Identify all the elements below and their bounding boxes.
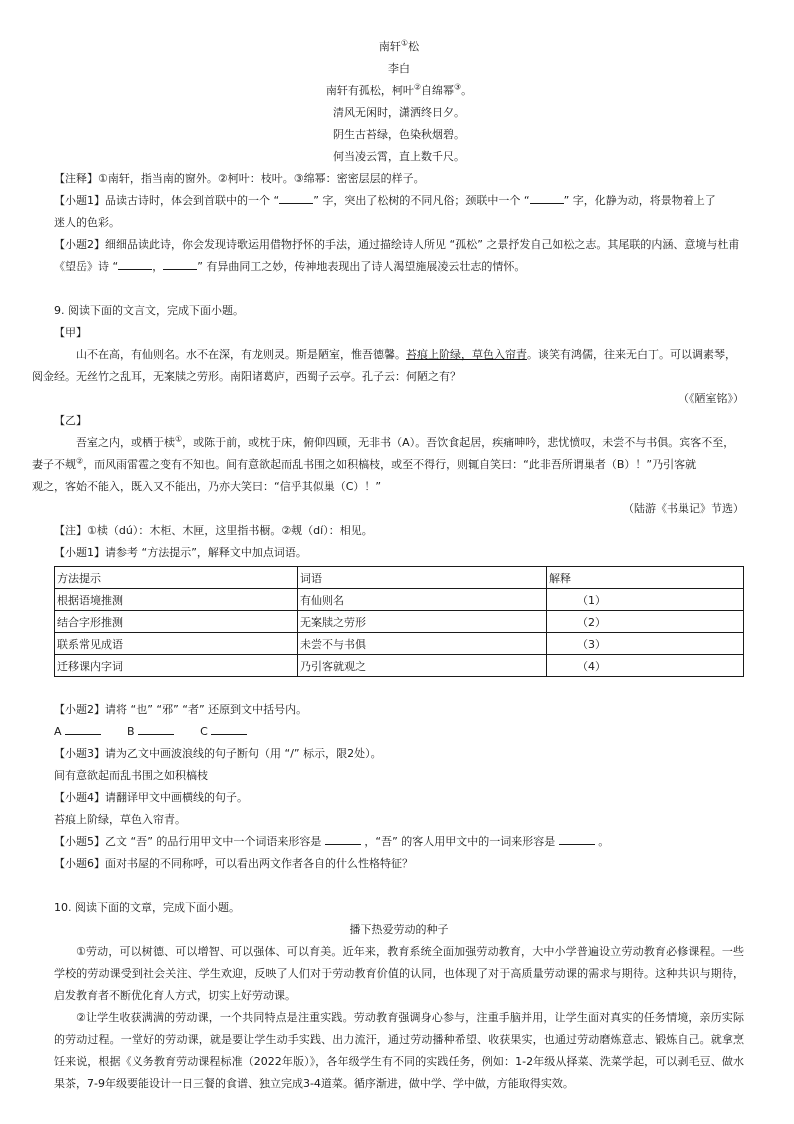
poem-question-2: 【小题2】细细品读此诗，你会发现诗歌运用借物抒怀的手法，通过描绘诗人所见 “孤松” 之景抒发自己如松之志。其尾联的内涵、意境与杜甫 《望岳》诗 “ ， ” 有异曲同工之妙，传神地表现出了诗人渴望施展凌云壮志的情怀。 [54, 238, 740, 273]
answer-blank[interactable] [163, 257, 197, 270]
poem-title: 南轩①松 [378, 38, 420, 53]
poem-line: 南轩有孤松，柯叶②自绵幂③。 [325, 82, 473, 97]
q9-yi-label: 【乙】 [54, 414, 87, 427]
table-header-row [55, 567, 744, 589]
answer-blank[interactable] [530, 191, 564, 204]
q10-paragraph-1: ①劳动，可以树德、可以增智、可以强体、可以育美。近年来，教育系统全面加强劳动教育，大中小学普遍设立劳动教育必修课程。一些学校的劳动课受到社会关注、学生欢迎，反映了人们对于劳动教育价值的认同，也体现了对于高质量劳动课的需求与期待。这种共识与期待，启发教育者不断优化育人方式，切实上好劳动课。 [54, 945, 744, 1002]
table-row [55, 611, 744, 633]
poem-note: 【注释】①南轩，指当南的窗外。②柯叶：枝叶。③绵幂：密密层层的样子。 [54, 172, 425, 185]
table-cell: 根据语境推测 [55, 589, 298, 611]
answer-blank[interactable] [279, 191, 313, 204]
answer-blank-a[interactable] [65, 722, 101, 735]
table-cell: 未尝不与书俱 [298, 633, 547, 655]
table-cell: （3） [547, 633, 744, 655]
table-cell: 迁移课内字词 [55, 655, 298, 677]
table-cell: 联系常见成语 [55, 633, 298, 655]
q9-subquestion-4-text: 苔痕上阶绿，草色入帘青。 [54, 813, 186, 826]
poem-question-1: 【小题1】品读古诗时，体会到首联中的一个 “ ” 字，突出了松树的不同凡俗；颈联中一个 “ ” 字，化静为动，将景物着上了 迷人的色彩。 [54, 190, 744, 234]
poem-line: 阴生古苔绿，色染秋烟碧。 [333, 128, 465, 141]
table-header: 解释 [547, 567, 744, 589]
q9-subquestion-2: 【小题2】请将 “也” “邪” “者” 还原到文中括号内。 [54, 703, 308, 716]
q9-subquestion-3-text: 间有意欲起而乱书围之如积槁枝 [54, 769, 208, 782]
table-header: 方法提示 [55, 567, 298, 589]
table-cell: 结合字形推测 [55, 611, 298, 633]
exam-page [32, 36, 744, 1095]
table-cell: 有仙则名 [298, 589, 547, 611]
q9-jia-source: （《陋室铭》） [678, 392, 744, 405]
q9-jia-label: 【甲】 [54, 326, 87, 339]
q10-paragraph-2: ②让学生收获满满的劳动课，一个共同特点是注重实践。劳动教育强调身心参与，注重手脑并用，让学生面对真实的任务情境，亲历实际的劳动过程。一堂好的劳动课，就是要让学生动手实践、出力流汗，通过劳动播种希望、收获果实，也通过劳动磨炼意志、锻炼自己。就拿烹饪来说，根据《义务教育劳动课程标准（2022年版）》，各年级学生有不同的实践任务，例如：1-2年级从择菜、洗菜学起，可以剥毛豆、做水果茶，7-9年级要能设计一日三餐的食谱、独立完成3-4道菜。循序渐进，做中学、学中做，方能取得实效。 [54, 1011, 744, 1090]
table-cell: 无案牍之劳形 [298, 611, 547, 633]
q10-article-title: 播下热爱劳动的种子 [349, 923, 449, 936]
answer-blank[interactable] [118, 257, 152, 270]
answer-blank[interactable] [325, 832, 361, 845]
poem-author: 李白 [388, 62, 410, 75]
table-cell: （1） [547, 589, 744, 611]
answer-blank-b[interactable] [138, 722, 174, 735]
underlined-sentence: 苔痕上阶绿，草色入帘青 [406, 348, 527, 361]
q9-subquestion-2-blanks: A B C [54, 721, 744, 743]
q9-subquestion-3: 【小题3】请为乙文中画波浪线的句子断句（用 “/” 标示，限2处）。 [54, 747, 382, 760]
q10-intro: 10. 阅读下面的文章，完成下面小题。 [54, 901, 240, 914]
q9-subquestion-6: 【小题6】面对书屋的不同称呼，可以看出两文作者各自的什么性格特征？ [54, 857, 413, 870]
answer-blank[interactable] [559, 832, 595, 845]
answer-blank-c[interactable] [211, 722, 247, 735]
table-row [55, 633, 744, 655]
method-table [54, 566, 744, 677]
q9-subquestion-4: 【小题4】请翻译甲文中画横线的句子。 [54, 791, 248, 804]
poem-line: 何当凌云霄，直上数千尺。 [333, 150, 465, 163]
table-cell: （4） [547, 655, 744, 677]
q9-yi-source: （陆游《书巢记》节选） [623, 502, 744, 515]
table-row [55, 589, 744, 611]
table-cell: （2） [547, 611, 744, 633]
q9-note: 【注】①椟（dú）：木柜、木匣，这里指书橱。②觌（dí）：相见。 [54, 524, 373, 537]
q9-subquestion-5: 【小题5】乙文 “吾” 的品行用甲文中一个词语来形容是 ，“吾” 的客人用甲文中的一词来形容是 。 [54, 831, 744, 853]
table-row [55, 655, 744, 677]
table-header: 词语 [298, 567, 547, 589]
poem-line: 清风无闲时，潇洒终日夕。 [333, 106, 465, 119]
q9-subquestion-1: 【小题1】请参考 “方法提示”，解释文中加点词语。 [54, 546, 307, 559]
q9-yi-text: 吾室之内，或栖于椟①，或陈于前，或枕于床，俯仰四顾，无非书（A）。吾饮食起居，疾痛呻吟，悲忧愤叹，未尝不与书俱。宾客不至， 妻子不觌②，而风雨雷雹之变有不知也。间有意欲起而乱书围之如积槁枝，或至不得行，则辄自笑曰：“此非吾所谓巢者（B）！”乃引客就 观之，客始不能入，既入又不能出，乃亦大笑曰：“信乎其似巢（C）！” [32, 434, 735, 493]
q9-jia-text: 山不在高，有仙则名。水不在深，有龙则灵。斯是陋室，惟吾德馨。苔痕上阶绿，草色入帘青。谈笑有鸿儒，往来无白丁。可以调素琴， 阅金经。无丝竹之乱耳，无案牍之劳形。南阳诸葛庐，西蜀子云亭。孔子云：何陋之有？ [32, 348, 736, 383]
q9-intro: 9. 阅读下面的文言文，完成下面小题。 [54, 304, 244, 317]
table-cell: 乃引客就观之 [298, 655, 547, 677]
